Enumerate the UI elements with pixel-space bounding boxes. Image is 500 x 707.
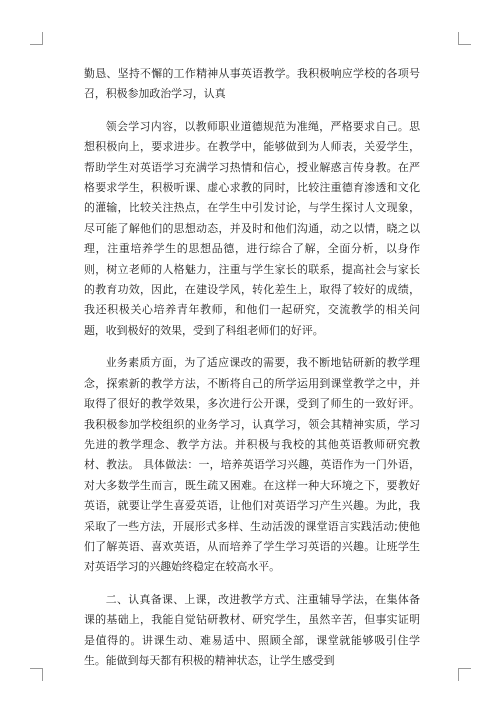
crop-mark-top-left [30, 32, 43, 45]
paragraph-moral-conduct: 领会学习内容，以教师职业道德规范为准绳，严格要求自己。思想积极向上，要求进步。在教学中，能够做到为人师表，关爱学生，帮助学生对英语学习充满学习热情和信心，授业解惑言传身教。在严格要求学生，积极听课、虚心求教的同时，比较注重德育渗透和文化的灌输，比较关注热点，在学生中引发讨论，与学生探讨人文现象，尽可能了解他们的思想动态，并及时和他们沟通，动之以情，晓之以理，注重培养学生的思想品德，进行综合了解，全面分析，以身作则，树立老师的人格魅力，注重与学生家长的联系，提高社会与家长的教育功效，因此，在建设学风，转化差生上，取得了较好的成绩，我还积极关心培养青年教师，和他们一起研究，交流教学的相关问题，收到极好的效果，受到了科组老师们的好评。 [84, 119, 420, 337]
paragraph-professional-quality: 业务素质方面，为了适应课改的需要，我不断地钻研新的教学理念，探索新的教学方法，不断将自己的所学运用到课堂教学之中，并取得了很好的教学效果，多次进行公开课，受到了师生的一致好评。我积极参加学校组织的业务学习，认真学习，领会其精神实质，学习先进的教学理念、教学方法。并积极与我校的其他英语教师研究教材、教法。 具体做法：一，培养英语学习兴趣，英语作为一门外语，对大多数学生而言，既生疏又困难。在这样一种大环境之下，要教好英语，就要让学生喜爱英语，让他们对英语学习产生兴趣。为此，我采取了一些方法，开展形式多样、生动活泼的课堂语言实践活动;使他们了解英语、喜欢英语，从而培养了学生学习英语的兴趣。让班学生对英语学习的兴趣始终稳定在较高水平。 [84, 356, 420, 574]
crop-mark-bottom-right [458, 668, 471, 681]
crop-mark-top-right [458, 32, 471, 45]
document-body [84, 64, 420, 683]
paragraph-lesson-preparation: 二、认真备课、上课，改进教学方式、注重辅导学法，在集体备课的基础上，我能自觉钻研教材、研究学生，虽然辛苦，但事实证明是值得的。讲课生动、难易适中、照顾全部，课堂就能够吸引住学生。能做到每天都有积极的精神状态，让学生感受到 [84, 592, 420, 667]
crop-mark-bottom-left [30, 668, 43, 681]
paragraph-continuation: 勤恳、坚持不懈的工作精神从事英语教学。我积极响应学校的各项号召，积极参加政治学习，认真 [84, 67, 420, 101]
